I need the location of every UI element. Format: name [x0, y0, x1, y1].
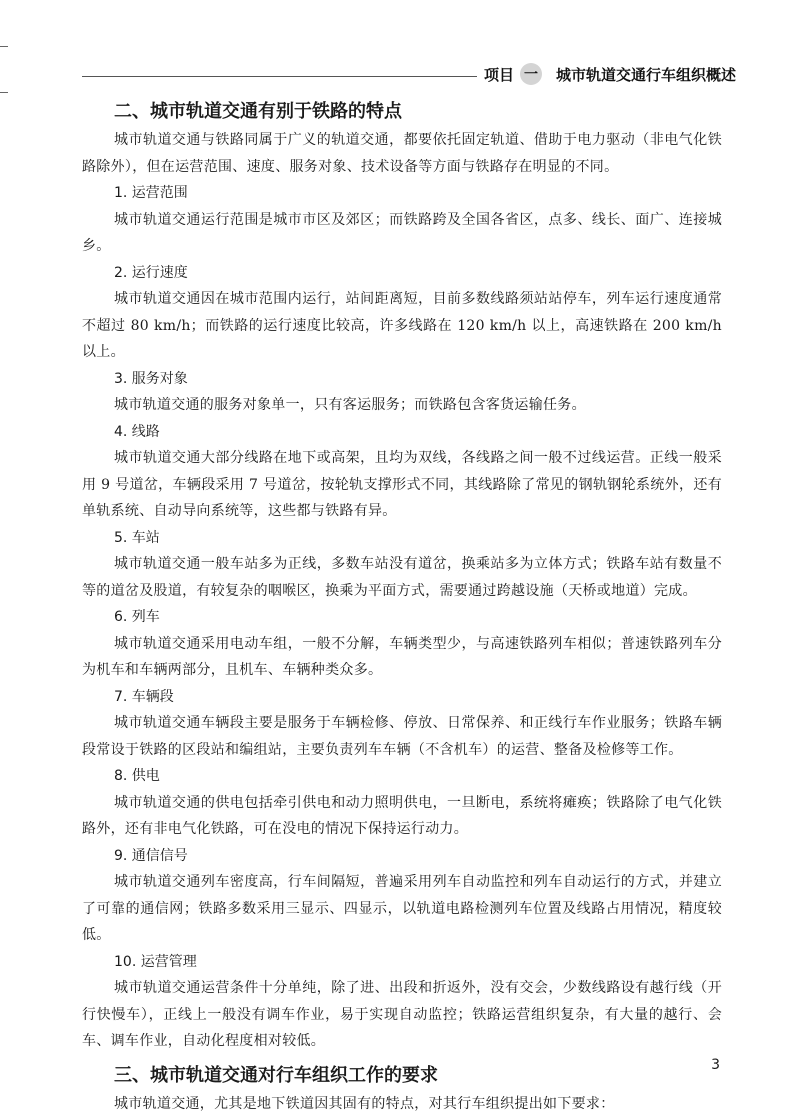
item-text: 城市轨道交通的服务对象单一，只有客运服务；而铁路包含客货运输任务。 [82, 392, 722, 419]
item-title: 1. 运营范围 [82, 180, 722, 207]
crop-mark-bottom [0, 92, 8, 93]
item-title: 6. 列车 [82, 604, 722, 631]
page-body [82, 97, 722, 1117]
project-label: 项目 [484, 64, 514, 85]
item-text: 城市轨道交通大部分线路在地下或高架，且均为双线，各线路之间一般不过线运营。正线一般采用 9 号道岔，车辆段采用 7 号道岔，按轮轨支撑形式不同，其线路除了常见的钢轨钢轮系统外，还有单轨系统、自动导向系统等，这些都与铁路有异。 [82, 445, 722, 525]
item-text: 城市轨道交通的供电包括牵引供电和动力照明供电，一旦断电，系统将瘫痪；铁路除了电气化铁路外，还有非电气化铁路，可在没电的情况下保持运行动力。 [82, 790, 722, 843]
header-rule [82, 76, 477, 77]
item-title: 8. 供电 [82, 763, 722, 790]
item-title: 10. 运营管理 [82, 949, 722, 976]
item-title: 3. 服务对象 [82, 366, 722, 393]
item-text: 城市轨道交通车辆段主要是服务于车辆检修、停放、日常保养、和正线行车作业服务；铁路车辆段常设于铁路的区段站和编组站，主要负责列车车辆（不含机车）的运营、整备及检修等工作。 [82, 710, 722, 763]
item-title: 7. 车辆段 [82, 684, 722, 711]
section-intro: 城市轨道交通与铁路同属于广义的轨道交通，都要依托固定轨道、借助于电力驱动（非电气化铁路除外），但在运营范围、速度、服务对象、技术设备等方面与铁路存在明显的不同。 [82, 127, 722, 180]
chapter-title: 城市轨道交通行车组织概述 [556, 64, 736, 85]
item-text: 城市轨道交通列车密度高，行车间隔短，普遍采用列车自动监控和列车自动运行的方式，并建立了可靠的通信网；铁路多数采用三显示、四显示，以轨道电路检测列车位置及线路占用情况，精度较低。 [82, 869, 722, 949]
item-title: 4. 线路 [82, 419, 722, 446]
item-text: 城市轨道交通因在城市范围内运行，站间距离短，目前多数线路须站站停车，列车运行速度通常不超过 80 km/h；而铁路的运行速度比较高，许多线路在 120 km/h 以上，高速铁路在 200 km/h 以上。 [82, 286, 722, 366]
item-text: 城市轨道交通运营条件十分单纯，除了进、出段和折返外，没有交会，少数线路设有越行线（开行快慢车），正线上一般没有调车作业，易于实现自动监控；铁路运营组织复杂，有大量的越行、会车、调车作业，自动化程度相对较低。 [82, 975, 722, 1055]
section-heading: 二、城市轨道交通有别于铁路的特点 [82, 97, 722, 127]
running-header [484, 63, 736, 85]
item-title: 9. 通信信号 [82, 843, 722, 870]
item-text: 城市轨道交通采用电动车组，一般不分解，车辆类型少，与高速铁路列车相似；普速铁路列车分为机车和车辆两部分，且机车、车辆种类众多。 [82, 631, 722, 684]
item-title: 2. 运行速度 [82, 260, 722, 287]
item-text: 城市轨道交通运行范围是城市市区及郊区；而铁路跨及全国各省区，点多、线长、面广、连接城乡。 [82, 207, 722, 260]
section-intro: 城市轨道交通，尤其是地下铁道因其固有的特点，对其行车组织提出如下要求： [82, 1091, 722, 1117]
crop-mark-top [0, 46, 8, 47]
project-number-badge: 一 [520, 63, 542, 85]
item-title: 5. 车站 [82, 525, 722, 552]
page-number: 3 [711, 1057, 720, 1073]
item-text: 城市轨道交通一般车站多为正线，多数车站没有道岔，换乘站多为立体方式；铁路车站有数量不等的道岔及股道，有较复杂的咽喉区，换乘为平面方式，需要通过跨越设施（天桥或地道）完成。 [82, 551, 722, 604]
section-heading: 三、城市轨道交通对行车组织工作的要求 [82, 1061, 722, 1091]
